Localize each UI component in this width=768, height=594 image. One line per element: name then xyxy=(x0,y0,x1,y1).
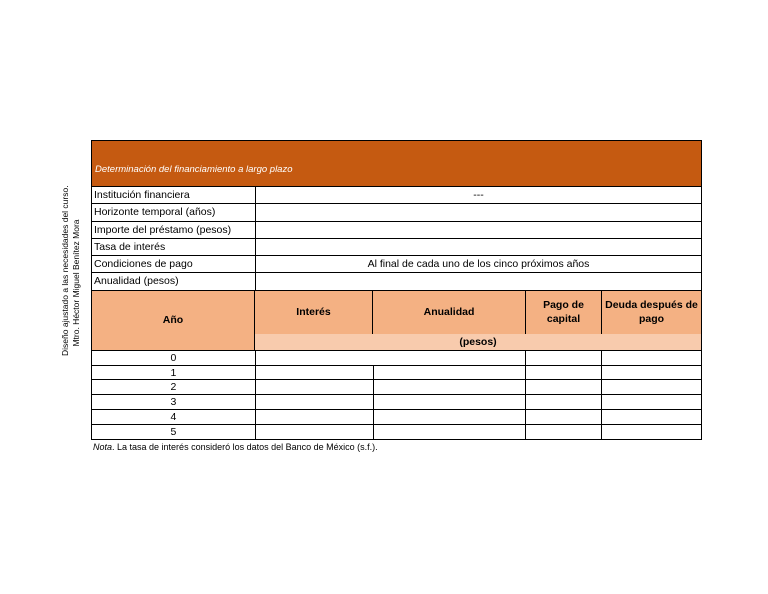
table-cell[interactable] xyxy=(256,366,374,380)
info-label: Condiciones de pago xyxy=(92,256,256,272)
table-cell[interactable] xyxy=(374,410,527,424)
note-prefix: Nota xyxy=(93,441,113,452)
table-cell[interactable] xyxy=(526,425,602,439)
table-cell[interactable] xyxy=(526,410,602,424)
table-note xyxy=(91,442,702,452)
table-cell[interactable] xyxy=(602,425,701,439)
info-value[interactable]: --- xyxy=(473,189,484,201)
table-row xyxy=(91,380,702,395)
info-label: Institución financiera xyxy=(92,187,256,203)
info-label: Anualidad (pesos) xyxy=(92,273,256,289)
info-value[interactable] xyxy=(256,239,701,255)
table-cell[interactable] xyxy=(602,395,701,409)
table-cell[interactable] xyxy=(374,366,527,380)
col-header-pago-capital: Pago de capital xyxy=(526,291,602,334)
info-row-condiciones xyxy=(91,256,702,273)
table-cell[interactable] xyxy=(256,425,374,439)
year-cell: 5 xyxy=(92,425,256,439)
year-cell: 2 xyxy=(92,380,256,394)
table-cell[interactable] xyxy=(526,380,602,394)
table-cell[interactable] xyxy=(602,380,701,394)
table-cell[interactable] xyxy=(256,380,374,394)
table-cell[interactable] xyxy=(526,351,602,365)
units-label: (pesos) xyxy=(255,334,701,351)
table-cell[interactable] xyxy=(374,425,527,439)
info-label: Horizonte temporal (años) xyxy=(92,204,256,220)
table-cell[interactable] xyxy=(602,351,701,365)
info-value[interactable] xyxy=(256,273,701,289)
table-cell[interactable] xyxy=(602,366,701,380)
info-label: Importe del préstamo (pesos) xyxy=(92,222,256,238)
table-cell[interactable] xyxy=(256,395,374,409)
title-band xyxy=(91,140,702,187)
year-cell: 3 xyxy=(92,395,256,409)
table-cell[interactable] xyxy=(256,351,527,365)
info-value[interactable] xyxy=(256,222,701,238)
table-cell[interactable] xyxy=(374,380,527,394)
table-cell[interactable] xyxy=(256,410,374,424)
table-row xyxy=(91,351,702,366)
sheet-title: Determinación del financiamiento a largo plazo xyxy=(95,164,293,175)
side-credit-line2: Mtro. Héctor Miguel Benítez Mora xyxy=(71,219,81,347)
table-cell[interactable] xyxy=(526,395,602,409)
year-cell: 0 xyxy=(92,351,256,365)
financing-sheet xyxy=(91,140,702,452)
info-row-institucion xyxy=(91,187,702,204)
info-row-horizonte xyxy=(91,204,702,221)
info-value[interactable]: Al final de cada uno de los cinco próximos años xyxy=(367,258,590,271)
year-cell: 4 xyxy=(92,410,256,424)
table-row xyxy=(91,366,702,381)
col-header-anualidad: Anualidad xyxy=(373,291,526,334)
table-cell[interactable] xyxy=(526,366,602,380)
col-header-interes: Interés xyxy=(255,291,373,334)
note-text: . La tasa de interés consideró los datos del Banco de México (s.f.). xyxy=(112,441,378,452)
col-header-anio: Año xyxy=(92,291,255,351)
table-row xyxy=(91,425,702,440)
side-credit-line1: Diseño ajustado a las necesidades del curso. xyxy=(60,185,70,356)
table-row xyxy=(91,410,702,425)
table-cell[interactable] xyxy=(602,410,701,424)
year-cell: 1 xyxy=(92,366,256,380)
table-header xyxy=(91,291,702,351)
info-row-tasa xyxy=(91,239,702,256)
info-row-anualidad xyxy=(91,273,702,290)
table-cell[interactable] xyxy=(374,395,527,409)
info-label: Tasa de interés xyxy=(92,239,256,255)
side-credit xyxy=(60,185,82,356)
info-row-importe xyxy=(91,222,702,239)
col-header-deuda: Deuda después de pago xyxy=(605,299,698,326)
table-row xyxy=(91,395,702,410)
info-value[interactable] xyxy=(256,204,701,220)
